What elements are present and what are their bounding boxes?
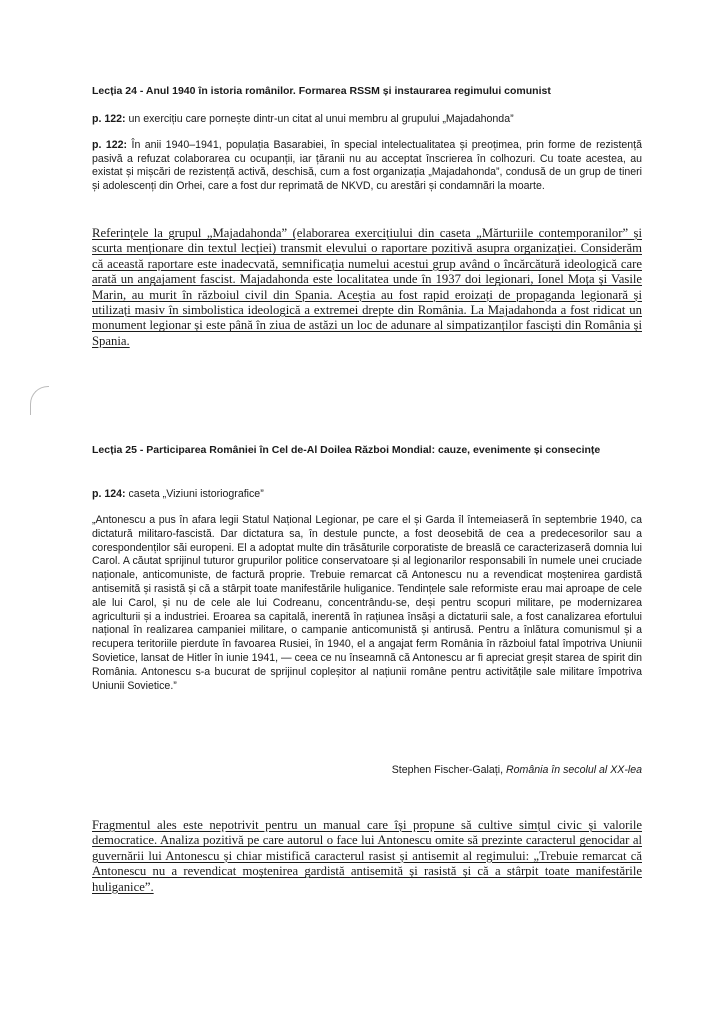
quote-source: România în secolul al XX-lea xyxy=(505,764,642,776)
lesson-25-commentary: Fragmentul ales este nepotrivit pentru un manual care își propune să cultive simțul civic și valorile democratice. Analiza pozitivă pe care autorul o face lui Antonescu omite să prezinte caracterul genocidar al guvernării lui Antonescu și chiar mistifică caracterul rasist și antisemit al regimului: „Trebuie remarcat că Antonescu nu a revendicat moștenirea gardistă antisemită și rasistă și că a stârpit toate manifestările huliganice”. xyxy=(92,818,642,894)
lesson-24-commentary: Referințele la grupul „Majadahonda” (elaborarea exercițiului din caseta „Mărturiile contemporanilor” și scurta menționare din textul lecției) transmit elevului o raportare pozitivă asupra organizației. Considerăm că această raportare este inadecvată, semnificația numelui acestui grup având o încărcătură ideologică care arată un angajament fascist. Majadahonda este localitatea unde în 1937 doi legionari, Ionel Moța și Vasile Marin, au murit în războiul civil din Spania. Aceștia au fost rapid eroizați de propaganda legionară și utilizați masiv în simbolistica ideologică a extremei drepte din România. La Majadahonda a fost ridicat un monument legionar și este până în ziua de astăzi un loc de adunare al simpatizanților fasciști din România și Spania. xyxy=(92,226,642,348)
lesson-25-paragraph-1 xyxy=(92,488,642,502)
paragraph-text: un exercițiu care pornește dintr-un citat al unui membru al grupului „Majadahonda” xyxy=(125,113,514,125)
page-reference: p. 124: xyxy=(92,488,126,500)
historiographic-quote: „Antonescu a pus în afara legii Statul Național Legionar, pe care el și Garda îl întemeiaseră în septembrie 1940, ca dictatură militaro-fascistă. Dar dictatura sa, în destule puncte, a fost deosebită de cea a predecesorilor sau a corespondenților săi europeni. El a adoptat multe din trăsăturile corporatiste de breaslă ce caracterizaseră domnia lui Carol. A căutat sprijinul tuturor grupurilor politice conservatoare și al legionarilor responsabili în numele unei cruciade naționale, anticomuniste, de factură proprie. Trebuie remarcat că Antonescu nu a revendicat moștenirea gardistă antisemită și rasistă și că a stârpit toate manifestările huliganice. Tendințele sale reformiste erau mai aproape de cele ale lui Carol, și nu de cele ale lui Codreanu, concentrându-se, deși pentru scopuri militare, pe modernizarea agriculturii și a industriei. Eroarea sa capitală, inerentă în rațiunea însăși a dictaturii sale, a fost canalizarea efortului național în realizarea campaniei militare, o campanie anticomunistă și antirusă. Pentru a înlătura comunismul și a recupera teritoriile pierdute în favoarea Rusiei, în 1940, el a angajat ferm România în războiul fatal împotriva Uniunii Sovietice, lansat de Hitler în iunie 1941, — ceea ce nu înseamnă că Antonescu ar fi apreciat greșit starea de spirit din România. Antonescu s-a bucurat de sprijinul copleșitor al națiunii române pentru activitățile sale militare împotriva Uniunii Sovietice.” xyxy=(92,514,643,692)
quote-author: Stephen Fischer-Galați, xyxy=(391,764,506,776)
page-reference: p. 122: xyxy=(92,139,128,151)
paragraph-text: caseta „Viziuni istoriografice” xyxy=(125,488,264,500)
quote-attribution xyxy=(92,763,642,777)
lesson-24-heading: Lecția 24 - Anul 1940 în istoria românilor. Formarea RSSM și instaurarea regimului comunist xyxy=(92,85,551,97)
lesson-24-paragraph-1 xyxy=(92,113,642,127)
paragraph-text: În anii 1940–1941, populația Basarabiei, în special intelectualitatea și preoțimea, prin forme de rezistență pasivă a refuzat colaborarea cu ocupanții, iar țăranii nu au acceptat înscrierea în colhozuri. Cu toate acestea, au existat și mișcări de rezistență activă, deschisă, cum a fost organizația „Majadahonda”, condusă de un grup de tineri și adolescenți din Orhei, care a fost dur reprimată de NKVD, cu arestări și condamnări la moarte. xyxy=(92,139,643,192)
lesson-25-heading: Lecția 25 - Participarea României în Cel de-Al Doilea Război Mondial: cauze, evenimente și consecințe xyxy=(92,444,601,456)
lesson-24-paragraph-2 xyxy=(92,139,642,193)
punch-hole-mark xyxy=(30,386,49,415)
page-reference: p. 122: xyxy=(92,113,126,125)
